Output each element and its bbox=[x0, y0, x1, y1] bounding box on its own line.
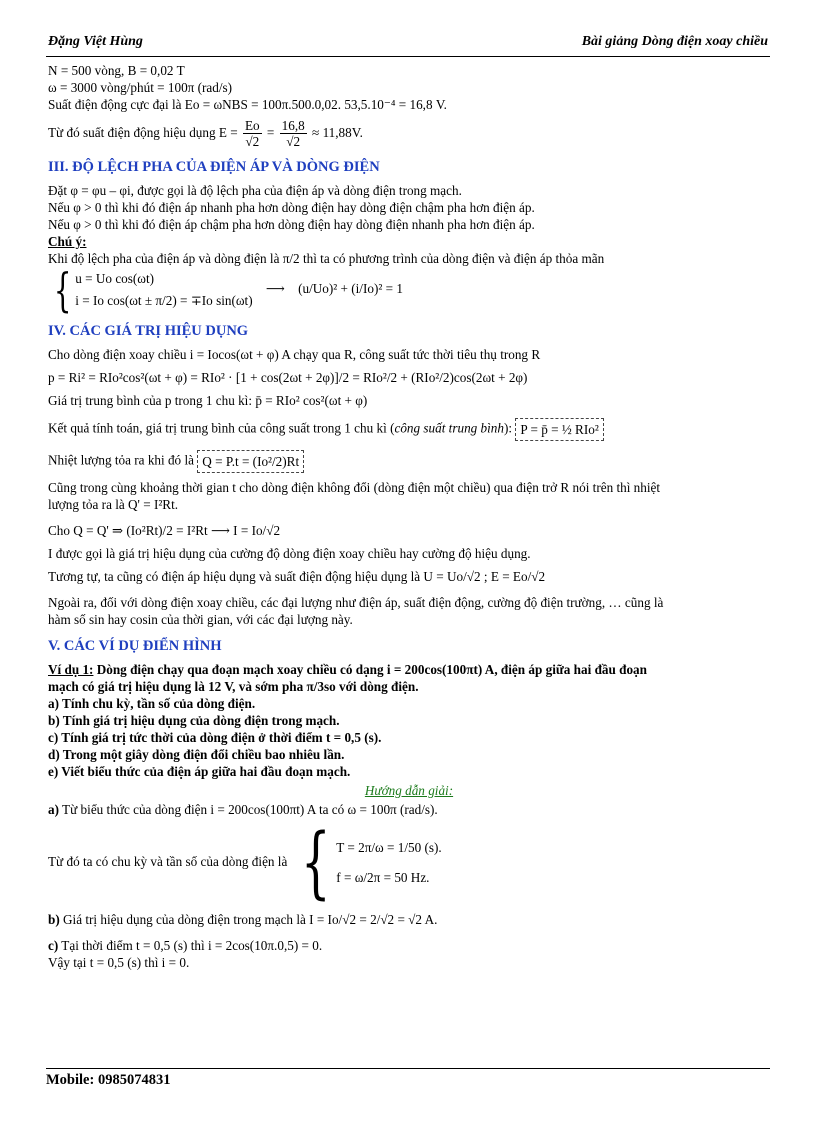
avg-power-formula: p̄ = RIo² cos²(ωt + φ) bbox=[255, 393, 368, 408]
frequency-formula: f = ω/2π = 50 Hz. bbox=[336, 870, 430, 885]
frac-num: Eo bbox=[244, 118, 260, 133]
sec4-p6: Cũng trong cùng khoảng thời gian t cho dòng điện không đổi (dòng điện một chiều) qua điện trở R nói trên thì nhiệt bbox=[48, 480, 661, 495]
footer-mobile: Mobile: 0985074831 bbox=[46, 1072, 171, 1088]
intro-line-3: Suất điện động cực đại là Eo = ωNBS = 100π.500.0,02. 53,5.10⁻⁴ = 16,8 V. bbox=[48, 97, 447, 112]
header-title: Bài giảng Dòng điện xoay chiều bbox=[581, 34, 768, 49]
solution-c-text: Tại thời điểm t = 0,5 (s) thì i = 2cos(10π.0,5) = 0. bbox=[58, 938, 323, 953]
example-1-line-1 bbox=[48, 661, 770, 678]
effective-values-formula: U = Uo/√2 ; E = Eo/√2 bbox=[423, 569, 546, 584]
sec3-p3: Nếu φ > 0 thì khi đó điện áp chậm pha hơn dòng điện hay dòng điện nhanh pha hơn điện áp. bbox=[48, 217, 535, 232]
solution-a-text: Từ biểu thức của dòng điện i = 200cos(100πt) A ta có ω = 100π (rad/s). bbox=[59, 802, 438, 817]
solution-c-label: c) bbox=[48, 938, 59, 953]
sec4-p5 bbox=[48, 450, 770, 473]
solution-b bbox=[48, 911, 770, 928]
solution-c2: Vậy tại t = 0,5 (s) thì i = 0. bbox=[48, 955, 190, 970]
system-rows bbox=[75, 268, 252, 312]
sec4-p3-text: Giá trị trung bình của p trong 1 chu kì: bbox=[48, 393, 253, 408]
system-line-2: i = Io cos(ωt ± π/2) = ∓Io sin(ωt) bbox=[75, 293, 253, 308]
frac-den: √2 bbox=[245, 134, 260, 149]
example-text: Dòng điện chạy qua đoạn mạch xoay chiều có dạng i = 200cos(100πt) A, điện áp giữa hai đầu đoạn bbox=[93, 662, 647, 677]
boxed-heat-formula: Q = P.t = (Io²/2)Rt bbox=[197, 450, 304, 473]
sec4-p3 bbox=[48, 392, 770, 409]
implies-arrow: ⟶ bbox=[265, 281, 285, 297]
sec3-p2: Nếu φ > 0 thì khi đó điện áp nhanh pha hơn dòng điện hay dòng điện chậm pha hơn điện áp. bbox=[48, 200, 535, 215]
sec4-p4-text: Kết quả tính toán, giá trị trung bình của công suất trong 1 chu kì ( bbox=[48, 420, 395, 436]
question-c: c) Tính giá trị tức thời của dòng điện ở thời điểm t = 0,5 (s). bbox=[48, 730, 382, 745]
page-header bbox=[46, 30, 770, 57]
intro-line-1: N = 500 vòng, B = 0,02 T bbox=[48, 63, 185, 78]
sec4-p7: Cho Q = Q' ⇒ (Io²Rt)/2 = I²Rt ⟶ I = Io/√2 bbox=[48, 523, 281, 538]
question-e: e) Viết biểu thức của điện áp giữa hai đầu đoạn mạch. bbox=[48, 764, 351, 779]
sec4-p4-end: ): bbox=[504, 420, 513, 436]
page-footer bbox=[46, 1068, 770, 1089]
sec4-p1: Cho dòng điện xoay chiều i = Iocos(ωt + φ) A chạy qua R, công suất tức thời tiêu thụ trong R bbox=[48, 347, 541, 362]
sec4-p10: Ngoài ra, đối với dòng điện xoay chiều, các đại lượng như điện áp, suất điện động, cường độ điện trường, … cũng là bbox=[48, 595, 664, 610]
solution-a bbox=[48, 801, 770, 818]
system-rows bbox=[336, 833, 441, 893]
system-block bbox=[48, 263, 253, 317]
solution-a2-text: Từ đó ta có chu kỳ và tần số của dòng điện là bbox=[48, 854, 288, 870]
example-label: Ví dụ 1: bbox=[48, 662, 94, 677]
document-body bbox=[48, 62, 770, 971]
frac-num: 16,8 bbox=[281, 118, 305, 133]
section-4-heading: IV. CÁC GIÁ TRỊ HIỆU DỤNG bbox=[48, 323, 249, 339]
intro-line-4 bbox=[48, 119, 770, 149]
equation-system bbox=[48, 263, 770, 317]
sec4-p2: p = Ri² = RIo²cos²(ωt + φ) = RIo² · [1 + cos(2ωt + 2φ)]/2 = RIo²/2 + (RIo²/2)cos(2ωt + 2φ) bbox=[48, 370, 528, 385]
sec4-p9-text: Tương tự, ta cũng có điện áp hiệu dụng và suất điện động hiệu dụng là bbox=[48, 569, 421, 584]
solution-b-text: Giá trị hiệu dụng của dòng điện trong mạch là I = Io/√2 = 2/√2 = √2 A. bbox=[59, 912, 438, 927]
fraction-e0 bbox=[243, 119, 262, 149]
sec4-p4 bbox=[48, 418, 770, 441]
sec4-p9 bbox=[48, 568, 770, 585]
sec4-p6b: lượng tỏa ra là Q' = I²Rt. bbox=[48, 497, 179, 512]
sec4-p5-text: Nhiệt lượng tỏa ra khi đó là bbox=[48, 452, 194, 468]
brace-symbol: { bbox=[53, 263, 72, 317]
frac-den: √2 bbox=[286, 134, 301, 149]
fraction-16-8 bbox=[280, 119, 307, 149]
period-formula: T = 2π/ω = 1/50 (s). bbox=[336, 840, 442, 855]
solution-hint-heading: Hướng dẫn giải: bbox=[364, 783, 454, 798]
solution-a-label: a) bbox=[48, 802, 59, 817]
note-label: Chú ý: bbox=[48, 234, 87, 249]
example-1-line-2: mạch có giá trị hiệu dụng là 12 V, và sớm pha π/3so với dòng điện. bbox=[48, 679, 419, 694]
system-line-1: u = Uo cos(ωt) bbox=[75, 271, 155, 286]
question-d: d) Trong một giây dòng điện đổi chiều bao nhiêu lần. bbox=[48, 747, 345, 762]
question-a: a) Tính chu kỳ, tần số của dòng điện. bbox=[48, 696, 256, 711]
intro-l4-text: Từ đó suất điện động hiệu dụng E = bbox=[48, 125, 238, 141]
solution-a-system bbox=[48, 818, 770, 908]
intro-l4-result: ≈ 11,88V. bbox=[312, 125, 363, 141]
solution-b-label: b) bbox=[48, 912, 60, 927]
header-author: Đặng Việt Hùng bbox=[48, 34, 143, 49]
brace-symbol: { bbox=[300, 818, 331, 908]
boxed-power-formula: P = p̄ = ½ RIo² bbox=[515, 418, 603, 441]
period-frequency-system bbox=[291, 818, 442, 908]
intro-line-2: ω = 3000 vòng/phút = 100π (rad/s) bbox=[48, 80, 233, 95]
sec3-note: Khi độ lệch pha của điện áp và dòng điện là π/2 thì ta có phương trình của dòng điện và điện áp thỏa mãn bbox=[48, 251, 605, 266]
sec4-p10b: hàm số sin hay cosin của thời gian, với các đại lượng này. bbox=[48, 612, 353, 627]
sec3-p1: Đặt φ = φu – φi, được gọi là độ lệch pha của điện áp và dòng điện trong mạch. bbox=[48, 183, 462, 198]
solution-c bbox=[48, 937, 770, 954]
sec4-p8: I được gọi là giá trị hiệu dụng của cường độ dòng điện xoay chiều hay cường độ hiệu dụng. bbox=[48, 546, 531, 561]
section-5-heading: V. CÁC VÍ DỤ ĐIỂN HÌNH bbox=[48, 638, 222, 654]
sec4-p4-italic: công suất trung bình bbox=[394, 420, 504, 436]
question-b: b) Tính giá trị hiệu dụng của dòng điện trong mạch. bbox=[48, 713, 340, 728]
equals-sign: = bbox=[266, 125, 275, 141]
ellipse-equation: (u/Uo)² + (i/Io)² = 1 bbox=[298, 281, 403, 297]
section-3-heading: III. ĐỘ LỆCH PHA CỦA ĐIỆN ÁP VÀ DÒNG ĐIỆN bbox=[48, 159, 380, 175]
